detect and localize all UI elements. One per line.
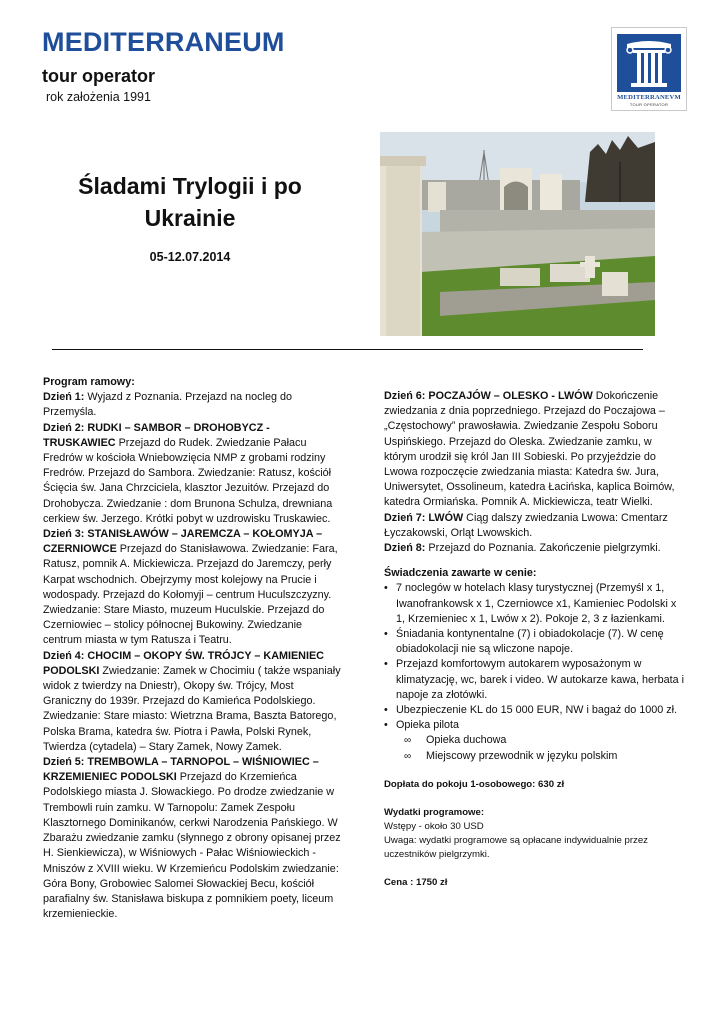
- expenses-heading: Wydatki programowe:: [384, 806, 485, 818]
- day-1: Dzień 1: Wyjazd z Poznania. Przejazd na nocleg do Przemyśla.: [43, 391, 292, 419]
- divider-rule: [52, 349, 643, 350]
- price: Cena : 1750 zł: [384, 876, 448, 888]
- day-7: Dzień 7: LWÓW Ciąg dalszy zwiedzania Lwowa: Cmentarz Łyczakowski, Orląt Lwowskich.: [384, 511, 668, 539]
- day-4: Dzień 4: CHOCIM – OKOPY ŚW. TRÓJCY – KAMIENIEC PODOLSKI Zwiedzanie: Zamek w Chocimiu ( także wspaniały widok z twierdzy na Dniestr), Okopy św. Trójcy, Most Graniczny do 1939r. Przejazd do Kamieńca Podolskiego. Zwiedzanie: Stare miasto: Wietrzna Brama, Baszta Batorego, Polska Brama, katedra św. Piotra i Pawła, Polski Rynek, Twierdza (cytadela) – Stary Zamek, Nowy Zamek.: [43, 649, 341, 753]
- day-2: Dzień 2: RUDKI – SAMBOR – DROHOBYCZ - TRUSKAWIEC Przejazd do Rudek. Zwiedzanie Pałacu Fredrów w kościoła Wniebowzięcia NMP z grobami rodziny Fredrów. Przejazd do Sambora. Zwiedzanie: Ratusz, kościół Ścięcia św. Jana Chrzciciela, klasztor Jezuitów. Przejazd do Drohobycza. Zwiedzanie : dom Brunona Schulza, drewniana cerkiew św. Jerzego. Krótki pobyt w uzdrowisku Truskawiec.: [43, 421, 333, 525]
- list-item: • Opieka pilota: [384, 719, 460, 732]
- program-heading: Program ramowy:: [43, 376, 135, 388]
- list-item: • 7 noclegów w hotelach klasy turystycznej (Przemyśl x 1, Iwanofrankowsk x 1, Czerniowce x1, Kamieniec Podolski x 1, Krzemieniec x 1, Lwów x 2). Pokoje 2, 3 z łazienkami.: [384, 582, 677, 625]
- trip-title-line-2: Ukrainie: [144, 205, 236, 231]
- column-icon: [617, 34, 681, 92]
- day-5: Dzień 5: TREMBOWLA – TARNOPOL – WIŚNIOWIEC – KRZEMIENIEC PODOLSKI Przejazd do Krzemieńca Podolskiego miasta J. Słowackiego. Po drodze zwiedzanie w Trembowli ruin zamku. W Tarnopolu: Zamek Zespołu Klasztornego Dominikanów, cerkwi Narodzenia Pańskiego. W Zbarażu zwiedzanie zamku (słynnego z obrony opisanej przez H. Sienkiewicza), w Wiśniowych - Pałac Wiśniowieckich - Mniszów z XVIII wieku. W Krzemieńcu Podolskim zwiedzanie: Góra Bony, Grobowiec Salomei Słowackiej Becu, kościół parafialny św. Stanisława biskupa z pomnikiem poety, liceum krzemienieckie.: [43, 756, 341, 921]
- day-3: Dzień 3: STANISŁAWÓW – JAREMCZA – KOŁOMYJA – CZERNIOWCE Przejazd do Stanisławowa. Zwiedzanie: Fara, Ratusz, pomnik A. Mickiewicza. Przejazd do Jaremczy, perły Karpat wschodnich. Obejrzymy most kolejowy na Prucie i wodospady. Przejazd do Kołomyji – centrum Huculszczyzny. Zwiedzanie: Stare Miasto, muzeum Huculskie. Przejazd do Czerniowiec – stolicy północnej Bukowiny. Zwiedzanie centrum miasta w tym Ratusza i Teatru.: [43, 528, 338, 647]
- brand-header: [42, 26, 285, 104]
- expenses-entry: Wstępy - około 30 USD: [384, 820, 484, 832]
- logo-text: MEDITERRANEVM: [617, 94, 681, 101]
- list-item: • Śniadania kontynentalne (7) i obiadokolacje (7). W cenę obiadokolacji nie są wliczone napoje.: [384, 628, 664, 656]
- cemetery-photo: [380, 132, 655, 336]
- trip-title-line-1: Śladami Trylogii i po: [78, 173, 302, 199]
- company-logo: [611, 27, 687, 111]
- brand-title: MEDITERRANEUM: [42, 27, 285, 57]
- day-6: Dzień 6: POCZAJÓW – OLESKO - LWÓW Dokończenie zwiedzania z dnia poprzedniego. Przejazd do Poczajowa – „Częstochowy” prawosławia. Zwiedzanie Zespołu Soboru Uspińskiego. Przejazd do Oleska. Zwiedzanie zamku, w którym urodził się król Jan III Sobieski. Po przyjeździe do Lwowa rozpoczęcie zwiedzania miasta: Katedra św. Jura, Uniwersytet, Ossolineum, katedra Łacińska, kaplica Boimów, katedra Ormiańska. Pomnik A. Mickiewicza, teatr Wielki.: [384, 390, 675, 509]
- single-room-supplement: Dopłata do pokoju 1-osobowego: 630 zł: [384, 778, 565, 790]
- brand-subtitle: tour operator: [42, 66, 156, 86]
- logo-subtext: TOUR OPERATOR: [629, 102, 669, 107]
- list-item: • Ubezpieczenie KL do 15 000 EUR, NW i bagaż do 1000 zł.: [384, 704, 678, 717]
- trip-title: [70, 170, 310, 234]
- day-8: Dzień 8: Przejazd do Poznania. Zakończenie pielgrzymki.: [384, 542, 661, 555]
- details-column: [384, 389, 686, 890]
- list-item: • Przejazd komfortowym autokarem wyposażonym w klimatyzację, wc, barek i video. W autokarze kawa, herbata i napoje za złotówki.: [384, 658, 685, 701]
- expenses-note: Uwaga: wydatki programowe są opłacane indywidualnie przez uczestników pielgrzymki.: [384, 834, 648, 860]
- sub-list-item: ∞ Miejscowy przewodnik w języku polskim: [404, 749, 618, 762]
- trip-dates: 05-12.07.2014: [149, 250, 231, 264]
- program-column: [43, 375, 343, 922]
- sub-list-item: ∞ Opieka duchowa: [404, 734, 507, 747]
- included-heading: Świadczenia zawarte w cenie:: [384, 567, 537, 580]
- founded-year: rok założenia 1991: [46, 90, 151, 104]
